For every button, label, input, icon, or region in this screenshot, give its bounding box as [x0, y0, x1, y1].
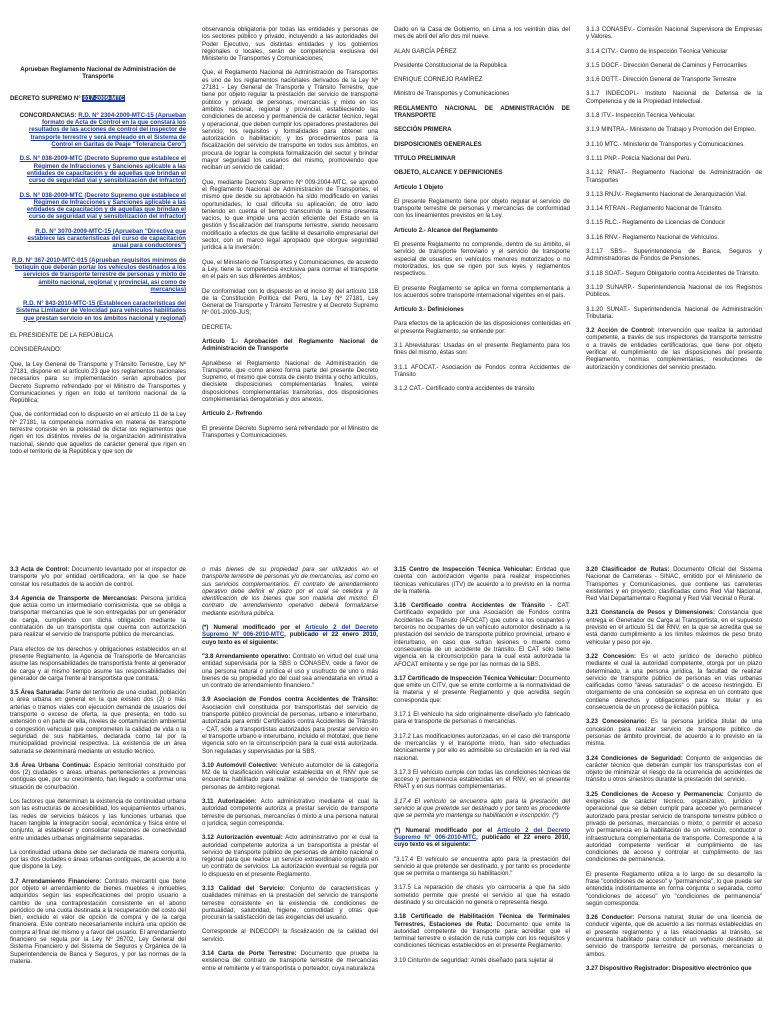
- definition: [202, 885, 378, 921]
- definition-term: 3.5 Área Saturada:: [10, 689, 65, 697]
- definition-text: Contrato en virtud del cual una entidad supervisada por la SBS o CONASEV, cede a favor de una persona natural o jurídica el uso y usufructo de uno o más bienes de su propiedad y/o del cual sea arrendataria en virtud a un contrato de arrendamiento financiero.": [202, 652, 378, 690]
- concordancia-1: [10, 112, 186, 148]
- definition-3-1-1: 3.1.1 AFOCAT.- Asociación de Fondos contra Accidentes de Tránsito: [394, 363, 570, 378]
- section-heading: SECCIÓN PRIMERA: [394, 126, 452, 134]
- definition-text: Conjunto de características y cualidades mínimas en la prestación del servicio de transporte terrestre consistente en la existencia de condiciones de puntualidad, salubridad, higiene, comodidad y otras que procuran la satisfacción de las exigencias del usuario.: [202, 884, 378, 922]
- column-5: [0, 566, 192, 1024]
- abbreviation-item: 3.1.20 SUNAT.- Superintendencia Nacional de Administración Tributaria.: [586, 305, 762, 320]
- concordancia-3: [10, 192, 186, 221]
- article-1-heading: Artículo 1 Objeto: [394, 183, 444, 191]
- article-3-heading: Artículo 3.- Definiciones: [394, 306, 464, 314]
- concordancia-link-6[interactable]: R.D. N° 843-2010-MTC-15 (Establecen características del Sistema Limitador de Velocidad para vehículos habilitados que prestan servicio en los ámbitos nacional y regional): [16, 300, 186, 322]
- definition-3-2: [586, 327, 762, 371]
- abbreviation-item: 3.1.15 RLC.- Reglamento de Licencias de Conducir: [586, 219, 726, 227]
- note-text: , publicado el 22 enero 2010, cuyo texto es el siguiente:: [202, 631, 379, 646]
- definition-text: Persona jurídica que actúa como un intermediario comisionista, que se obliga a transportar mercancías que le son entregadas por un generador de carga, cumpliendo con dicha obligación mediante la contratación de un transportista que cuenta con autorización para realizar el servicio de transporte público de mercancías.: [10, 594, 186, 639]
- definition: [202, 762, 378, 791]
- concordancia-link-5[interactable]: R.D. N° 367-2010-MTC-015 (Aprueban requisitos mínimos de botiquín que deberán portar los vehículos destinados a los servicios de transporte terrestre de personas y mixto de ámbito nacional, regional y provincial, así como de mercancías): [11, 256, 186, 293]
- abbreviation-item: 3.1.16 RNV.- Reglamento Nacional de Vehículos.: [586, 233, 719, 241]
- signatory-name-2: ENRIQUE CORNEJO RAMÍREZ: [394, 76, 483, 84]
- paragraph: 3.27 Dispositivo Registrador: Dispositivo electrónico que: [586, 964, 752, 972]
- definition: [10, 762, 186, 791]
- column-8: [576, 566, 768, 1024]
- article-2-title: Artículo 2.- Refrendo: [202, 410, 263, 418]
- signatory-name-1: ALAN GARCÍA PÉREZ: [394, 47, 457, 55]
- paragraph: 3.17.4 El vehículo se encuentra apto para la prestación del servicio al que pretende ser destinado y por tanto es procedente que se permita y/o mantenga su habilitación e inscripción. (*): [394, 797, 570, 820]
- definition-term: 3.11 Autorización:: [202, 798, 257, 806]
- signatory-role-2: Ministro de Transportes y Comunicaciones: [394, 90, 510, 98]
- definition-text: Asociación civil constituida por transportistas del servicio de transporte público provincial de personas, urbano e interurbano, autorizada para emitir Certificados contra Accidentes de Tránsito - CAT, sólo a transportistas autorizados para prestar servicio en el transporte urbano e interurbano, incluido el mototaxi, que tiene vigencia sólo en la circunscripción para la cual está autorizada. Son reguladas y supervisadas por la SBS.: [202, 703, 378, 755]
- definition-text: Conjunto de exigencias de carácter técnico, organizativo, jurídico y operacional que se deben cumplir para acceder y/o permanecer autorizado para prestar servicio de transporte terrestre público o privado de personas, mercancías o mixto; o permitir el acceso y/o permanencia en la habilitación de un vehículo, conductor o infraestructura complementaria de transporte. Corresponde a la autoridad competente verificar el cumplimiento de las condiciones de acceso y controlar el cumplimiento de las condiciones de permanencia.: [586, 790, 762, 864]
- definition-text: Documento levantado por el inspector de transporte y/o por entidad certificadora, en la que se hace constar los resultados de la acción de control.: [10, 566, 186, 588]
- note-text: , publicado el 22 enero 2010, cuyo texto es el siguiente:: [394, 833, 571, 849]
- definition-term: 3.10 Automóvil Colectivo:: [202, 761, 278, 769]
- definition: [586, 791, 762, 864]
- definition: [394, 675, 570, 704]
- regulation-heading: REGLAMENTO NACIONAL DE ADMINISTRACIÓN DE TRANSPORTE: [394, 104, 570, 120]
- definition-text: Constancia que entrega el Generador de Carga al Transportista, en el supuesto previsto en el artículo 51 del RNV, en la que se acredita que se está dando cumplimiento a los límites máximos de peso bruto vehicular y peso por eje.: [586, 609, 762, 646]
- definition-text: Espacio territorial constituido por dos (2) ciudades o áreas urbanas pertenecientes a provincias contiguas que, por su crecimiento, han llegado a conformar una situación de conurbación.: [10, 761, 186, 791]
- column-2: [192, 26, 384, 556]
- definition-term: 3.6 Área Urbana Continua:: [10, 761, 91, 769]
- paragraph: Para efectos de los derechos y obligaciones establecidos en el presente Reglamento, la Agencia de Transporte de Mercancías asume las responsabilidades de transportista frente al generador de carga y al mismo tiempo asume las responsabilidades del generador de carga frente al transportista que contrata.: [10, 645, 186, 682]
- concordancia-2: [10, 155, 186, 184]
- definition-term: 3.20 Clasificador de Rutas:: [586, 566, 670, 573]
- modification-note: [394, 827, 570, 849]
- definition-term: 3.26 Conductor:: [586, 914, 635, 922]
- concordancia-link-3[interactable]: D.S. N° 038-2009-MTC (Decreto Supremo que establece el Régimen de Infracciones y Sanciones aplicable a las entidades de capacitación y de aquellas que brindan el curso de seguridad vial y sensibilización del infractor): [19, 191, 186, 221]
- modification-note: [202, 624, 378, 646]
- definition-term: 3.24 Condiciones de Seguridad:: [586, 754, 683, 762]
- article-1-title: Artículo 1.- Aprobación del Reglamento Nacional de Administración de Transporte: [202, 337, 378, 353]
- definition: [10, 689, 186, 755]
- definition-term: 3.3 Acta de Control:: [10, 566, 70, 573]
- abbreviation-item: 3.1.3 CONASEV.- Comisión Nacional Supervisora de Empresas y Valores.: [586, 26, 762, 41]
- paragraph: Los factores que determinan la existencia de continuidad urbana son las estructuras de accesibilidad, los equipamientos urbanos, las redes de servicios básicos y las funciones urbanas que hacen tangible la integración social, económica y física entre el conjunto, al establecer y consolidar relaciones de conectividad entre unidades urbanas originalmente separadas.: [10, 798, 186, 842]
- top-section: [0, 26, 768, 556]
- definition: [10, 878, 186, 966]
- definition-text: Conjunto de exigencias de carácter técnico que deberán cumplir los transportistas con el objeto de minimizar el riesgo de la ocurrencia de accidentes de tránsito u otros siniestros durante la prestación del servicio.: [586, 754, 762, 784]
- decree-link[interactable]: Artículo 2 del Decreto Supremo N° 006-2010-MTC: [394, 826, 570, 841]
- definition-text: Entidad que cuenta con autorización vigente para realizar inspecciones técnicas vehiculares (ITV) de acuerdo a lo previsto en la norma de la materia.: [394, 566, 570, 595]
- paragraph: El presente Reglamento no comprende, dentro de su ámbito, el servicio de transporte ferroviario y el servicio de transporte especial de usuarios en vehículos menores motorizados o no motorizados, los que se rigen por sus leyes y reglamentos respectivos.: [394, 241, 570, 278]
- column-1: [0, 26, 192, 556]
- definition: [586, 566, 762, 602]
- paragraph: o más bienes de su propiedad para ser utilizados en el transporte terrestre de personas y/o de mercancías, así como en sus servicios complementarios. El contrato de arrendamiento operativo debe definir el plazo por el cual se celebra y la identificación de los bienes que son materia del mismo. El contrato de arrendamiento operativo deberá formalizarse mediante escritura pública.: [202, 566, 378, 617]
- decree-heading: [10, 95, 186, 102]
- definition: [586, 718, 762, 747]
- object-scope-heading: OBJETO, ALCANCE Y DEFINICIONES: [394, 169, 503, 177]
- paragraph: El presente Reglamento se aplica en forma complementaria a los acuerdos sobre transporte internacional vigentes en el país.: [394, 284, 570, 299]
- concordancia-4: [10, 228, 186, 250]
- concordancia-6: [10, 300, 186, 322]
- definition: [586, 653, 762, 711]
- definition-term: 3.13 Calidad del Servicio:: [202, 884, 286, 892]
- paragraph: Que, de conformidad con lo dispuesto en el artículo 11 de la Ley Nº 27181, la competencia normativa en materia de transporte terrestre consiste en la potestad de dictar los reglamentos que rigen en los distintos niveles de la organización administrativa nacional, siendo que aquellos de carácter general que rigen en todo el territorio de la República y que son de: [10, 411, 186, 455]
- definition: [202, 950, 378, 972]
- abbreviation-item: 3.1.18 SOAT.- Seguro Obligatorio contra Accidentes de Tránsito.: [586, 269, 760, 277]
- decree-number: 017-2009-MTC: [83, 94, 125, 102]
- definition-term: 3.12 Autorización eventual:: [202, 834, 283, 842]
- paragraph: observancia obligatoria por todas las entidades y personas de los sectores público y privado, incluyendo a las autoridades del Poder Ejecutivo, sus distintas entidades y los gobiernos regionales o locales, serán de competencia exclusiva del Ministerio de Transportes y Comunicaciones;: [202, 26, 378, 63]
- definition-term: 3.4 Agencia de Transporte de Mercancías:: [10, 594, 138, 602]
- definition-text: Persona natural, titular de una licencia de conducir vigente, que de acuerdo a las normas establecidas en el presente reglamento y a las relacionadas al tránsito, se encuentra habilitado para conducir un vehículo destinado al servicio de transporte terrestre de personas, mercancías o ambos.: [586, 914, 762, 958]
- definition-text: Documento que emite la autoridad competente de transporte para acreditar que el terminal terrestre o estación de ruta cumple con los requisitos y condiciones técnicas establecidos en el presente Reglamento.: [394, 920, 570, 950]
- definition-text: Es el acto jurídico de derecho público mediante el cual la autoridad competente, otorga por un plazo determinado, a una persona jurídica, la facultad de realizar servicio de transporte público de personas en vías urbanas calificadas como "áreas saturadas" o de acceso restringido. El otorgamiento de una concesión se expresa en un contrato que contiene derechos y obligaciones para su titular y es consecuencia de un proceso de licitación pública.: [586, 652, 762, 712]
- definition-3-1: 3.1 Abreviaturas: Usadas en el presente Reglamento para los fines del mismo, éstas son:: [394, 342, 570, 357]
- decree-prefix: DECRETO SUPREMO N°: [10, 94, 81, 102]
- paragraph: El presente Reglamento utiliza a lo largo de su desarrollo la frase "condiciones de acceso" y "permanencia", lo que puede ser entendida indistintamente en forma conjunta o separada, como "condiciones de acceso" y/o "condiciones de permanencia" según corresponda.: [586, 870, 762, 907]
- definition: [394, 566, 570, 595]
- abbreviation-item: 3.1.6 DGTT.- Dirección General de Transporte Terrestre: [586, 76, 737, 84]
- definition-text: Documento que prueba la existencia del contrato de transporte terrestre de mercancías entre el remitente y el transportista o porteador, cuya naturaleza: [202, 950, 378, 972]
- definition-text: Parte del territorio de una ciudad, población o área urbana en general en la que existen dos (2) o más arterias o tramos viales con ejecución demanda de usuarios del transporte o exceso de oferta, la que presenta, en todo su extensión o en parte de ella, niveles de contaminación ambiental o congestión vehicular que comprometen la calidad de vida o la seguridad de sus habitantes, declarada como tal por la municipalidad provincial respectiva. La existencia de un área saturada se determinará mediante un estudio técnico.: [10, 689, 186, 755]
- paragraph: Que, mediante Decreto Supremo Nº 009-2004-MTC, se aprobó el Reglamento Nacional de Administración de Transportes, el mismo que desde su aprobación ha sido modificado en varias oportunidades, lo cual dificulta su aplicación; de otro lado teniendo en cuenta el tiempo transcurrido la norma presenta vacíos, lo que impide una acción eficiente del Estado en la gestión y fiscalización del transporte terrestre, siendo necesario modificarlo a efectos de que facilite el desarrollo empresarial del sector, con un marco legal apropiado que otorgue seguridad jurídica a la inversión;: [202, 178, 378, 252]
- definition-term: 3.21 Constancia de Pesos y Dimensiones:: [586, 609, 715, 617]
- definition: [586, 755, 762, 784]
- abbreviation-item: 3.1.19 SUNARP.- Superintendencia Nacional de los Registros Públicos.: [586, 283, 762, 299]
- definition-term: 3.23 Concesionario:: [586, 718, 647, 726]
- article-2-body: El presente Decreto Supremo será refrendado por el Ministro de Transportes y Comunicaciones.: [202, 424, 378, 439]
- abbreviation-item: 3.1.7 INDECOPI.- Instituto Nacional de Defensa de la Competencia y de la Propiedad Intelectual.: [586, 90, 762, 105]
- paragraph: 3.17.1 El vehículo ha sido originalmente diseñado y/o fabricado para el transporte de personas ó mercancías.: [394, 711, 570, 726]
- abbreviation-item: 3.1.11 PNP.- Policía Nacional del Perú.: [586, 154, 692, 162]
- president-heading: EL PRESIDENTE DE LA REPÚBLICA: [10, 332, 114, 340]
- definition-text: Acto administrativo por el cual la autoridad competente autoriza a un transportista a prestar el servicio de transporte público de personas de ámbito nacional o regional para que realice un servicio extraordinario originado en un contrato de servicios. La autorización eventual se regula por lo dispuesto en el presente Reglamento.: [202, 834, 378, 878]
- article-1-body: Apruébese el Reglamento Nacional de Administración de Transporte, que como anexo forma parte del presente Decreto Supremo, el mismo que consta de ciento treinta y ocho artículos, diecisiete disposiciones complementarias finales, veinte disposiciones complementarias transitorias, dos disposiciones complementarias derogatorias y dos anexos.: [202, 359, 378, 404]
- abbreviation-item: 3.1.10 MTC.- Ministerio de Transportes y Comunicaciones.: [586, 140, 745, 148]
- definition-term: 3.7 Arrendamiento Financiero:: [10, 877, 102, 885]
- definition: [586, 609, 762, 645]
- decreta-heading: DECRETA:: [202, 323, 233, 331]
- definition-term: 3.2 Acción de Control:: [586, 327, 655, 335]
- paragraph: De conformidad con lo dispuesto en el inciso 8) del artículo 118 de la Constitución Política del Perú, la Ley Nº 27181, Ley General de Transporte y Tránsito Terrestre y el Decreto Supremo Nº 001-2009-JUS;: [202, 287, 378, 317]
- signing-date: Dado en la Casa de Gobierno, en Lima a los veintiún días del mes de abril del año dos mil nueve.: [394, 26, 570, 41]
- definition: [10, 595, 186, 639]
- definition-term: 3.25 Condiciones de Acceso y Permanencia:: [586, 790, 724, 798]
- paragraph: 3.17.2 Las modificaciones autorizadas, en el caso del transporte de mercancías y el transporte mixto, han sido efectuadas técnicamente y por ello es admisible su circulación en la red vial nacional.: [394, 732, 570, 762]
- signatory-role-1: Presidente Constitucional de la República: [394, 61, 507, 69]
- paragraph: Que, el Ministerio de Transportes y Comunicaciones, de acuerdo a Ley, tiene la competencia exclusiva para normar el transporte en el país en sus diferentes ámbitos;: [202, 258, 378, 281]
- document-title: Aprueban Reglamento Nacional de Administración de Transporte: [20, 66, 176, 81]
- definition: [394, 602, 570, 668]
- paragraph: La continuidad urbana debe ser declarada de manera conjunta, por las dos ciudades o áreas urbanas contiguas, de acuerdo a lo que dispone la Ley.: [10, 848, 186, 871]
- paragraph: Que, el Reglamento Nacional de Administración de Transportes es uno de los reglamentos nacionales derivados de la Ley Nº 27181 - Ley General de Transporte y Tránsito Terrestre, que tiene por objeto regular la prestación del servicio de transporte público y privado de personas, mercancías y mixto en los ámbitos nacional, regional y provincial, estableciendo las condiciones de acceso y permanencia de carácter técnico, legal y operacional, que deben cumplir los operadores prestadores del servicio; los requisitos y formalidades para obtener una autorización o habilitación; y los procedimientos para la fiscalización del servicio de transporte en todos sus ámbitos, en procura de lograr la completa formalización del sector y brindar mayor seguridad los usuarios del mismo, promoviendo que reciban un servicio de calidad;: [202, 69, 378, 172]
- definition-3-1-2: 3.1.2 CAT.- Certificado contra accidentes de tránsito: [394, 385, 535, 393]
- definition-text: - CAT: Certificado expedido por una Asociación de Fondos contra Accidentes de Tránsito (AFOCAT) que cubre a los ocupantes y terceros no ocupantes de un vehículo automotor destinado a la prestación del servicio de transporte público provincial, urbano e interurbano, en caso que sufran lesiones o muerte como consecuencia de un accidente de tránsito. El CAT sólo tiene vigencia en la circunscripción para la cual está autorizada la AFOCAT emitente y se rige por las normas de la SBS.: [394, 602, 570, 668]
- abbreviation-item: 3.1.9 MINTRA.- Ministerio de Trabajo y Promoción del Empleo.: [586, 126, 757, 134]
- definition-text: Vehículo automotor de la categoría M2 de la clasificación vehicular establecida en el RNV que se encuentra habilitado para realizar el servicio de transporte de personas de ámbito regional.: [202, 761, 378, 791]
- definition-text: Acto administrativo mediante el cual la autoridad competente autoriza a prestar servicio de transporte terrestre de personas, mercancías ó mixto a una persona natural o jurídica, según corresponda.: [202, 798, 379, 827]
- abbreviation-item: 3.1.17 SBS.- Superintendencia de Banca, Seguros y Administradoras de Fondos de Pensiones.: [586, 248, 762, 263]
- general-provisions-heading: DISPOSICIONES GENERALES: [394, 140, 482, 148]
- definition-term: 3.9 Asociación de Fondos contra Accidentes de Tránsito:: [202, 696, 378, 704]
- concordancia-link-4[interactable]: R.D. N° 3070-2009-MTC-15 (Aprueban "Directiva que establece las características del curso de capacitación anual para conductores"): [27, 227, 186, 250]
- definition: [394, 913, 570, 949]
- abbreviation-item: 3.1.13 RNJV.- Reglamento Nacional de Jerarquización Vial.: [586, 190, 747, 198]
- definition: [202, 798, 378, 827]
- decree-link[interactable]: Artículo 2 del Decreto Supremo N° 006-2010-MTC: [202, 624, 378, 639]
- abbreviation-item: 3.1.12 RNAT.- Reglamento Nacional de Administración de Transportes: [586, 169, 762, 184]
- definition-text: Documento Oficial del Sistema Nacional de Carreteras - SINAC, emitido por el Ministerio de Transportes y Comunicaciones, que contiene las carreteras existentes y en proyecto, clasificadas como Red Vial Nacional, Red Vial Departamental o Regional y Red Vial Vecinal o Rural.: [586, 566, 762, 603]
- definition-text: Documento que emite un CITV, que se emite conforme a la normatividad de la materia y el presente Reglamento y que acredita según corresponda que:: [394, 674, 570, 704]
- concordancia-link-2[interactable]: D.S. N° 038-2009-MTC (Decreto Supremo que establece el Régimen de Infracciones y Sanciones aplicable a las entidades de capacitación y de aquellas que brindan el curso de seguridad vial y sensibilización del infractor): [19, 155, 186, 185]
- abbreviation-item: 3.1.4 CITV.- Centro de Inspección Técnica Vehicular: [586, 47, 728, 55]
- definition-term: 3.14 Carta de Porte Terrestre:: [202, 950, 297, 958]
- definition-term: 3.18 Certificado de Habilitación Técnica de Terminales Terrestres, Estaciones de Ruta:: [394, 913, 570, 928]
- preliminary-title-heading: TITULO PRELIMINAR: [394, 154, 456, 162]
- paragraph: 3.17.3 El vehículo cumple con todas las condiciones técnicas de acceso y permanencia establecidas en el RNV, en el presente RNAT y en sus normas complementarias.: [394, 768, 570, 791]
- definition: [586, 914, 762, 958]
- column-7: [384, 566, 576, 1024]
- paragraph: 3.17.5 La reparación de chasis y/o carrocería a que ha sido sometido permite que preste el servicio al que ha estado destinado y su circulación no genera o representa riesgo.: [394, 884, 570, 906]
- paragraph: El presente Reglamento tiene por objeto regular el servicio de transporte terrestre de personas y mercancías de conformidad con los lineamientos previstos en la Ley.: [394, 197, 570, 220]
- concordancia-link-1[interactable]: R.D. N° 2304-2009-MTC-15 (Aprueban formato de Acta de Control en la que constará los resultados de las acciones de control del inspector de transporte terrestre y será empleado en el Sistema de Control en Garitas de Peaje "Tolerancia Cero"): [28, 111, 186, 149]
- definition-term: 3.22 Concesión:: [586, 652, 637, 660]
- column-3: [384, 26, 576, 556]
- paragraph: 3.19 Cinturón de seguridad: Arnés diseñado para sujetar al: [394, 956, 554, 964]
- paragraph: Que, la Ley General de Transporte y Tránsito Terrestre, Ley Nº 27181, dispone en el artículo 23 que los reglamentos nacionales necesarios para su implementación serán aprobados por Decreto Supremo refrendado por el Ministro de Transportes y Comunicaciones y rigen en todo el territorio nacional de la República;: [10, 360, 186, 405]
- column-6: [192, 566, 384, 1024]
- definition-text: Contrato mercantil que tiene por objeto el arrendamiento de bienes muebles e inmuebles adquiridos según las especificaciones del propio usuario a cambio de una contraprestación consistente en el abono periódico de una cuota destinada a la recuperación del costo del bien, excluido el valor de opción de compra y de la carga financiera. Este contrato necesariamente incluirá una opción de compra al final del mismo y a favor del usuario. El arrendamiento financiero se regula por la Ley Nº 26702, Ley General del Sistema Financiero y del Sistema de Seguros y Orgánica de la Superintendencia de Banca y Seguros, y por las normas de la materia.: [10, 877, 186, 965]
- paragraph: "3.17.4 El vehículo se encuentra apto para la prestación del servicio al que pretende ser destinado, y por tanto es procedente que se permita o mantenga su habilitación.": [394, 855, 570, 878]
- definition-term: "3.8 Arrendamiento operativo:: [202, 652, 291, 660]
- column-4: [576, 26, 768, 556]
- definition: [202, 696, 378, 754]
- abbreviation-item: 3.1.5 DGCF.- Dirección General de Caminos y Ferrocarriles: [586, 61, 747, 69]
- definition: [202, 653, 378, 689]
- definition: [202, 834, 378, 878]
- considerando-heading: CONSIDERANDO:: [10, 346, 62, 354]
- paragraph: Corresponde al INDECOPI la fiscalización de la calidad del servicio.: [202, 928, 378, 943]
- definition-term: 3.17 Certificado de Inspección Técnica Vehicular:: [394, 674, 538, 682]
- abbreviation-item: 3.1.14 RTRAN.- Reglamento Nacional de Tránsito.: [586, 205, 723, 213]
- article-2-heading: Artículo 2.- Alcance del Reglamento: [394, 226, 498, 234]
- definition-term: 3.15 Centro de Inspección Técnica Vehicular:: [394, 566, 533, 573]
- concordancia-5: [10, 257, 186, 293]
- definition: [10, 566, 186, 588]
- concordancias-label: CONCORDANCIAS:: [19, 111, 77, 119]
- note-text: (*) Numeral modificado por el: [202, 624, 301, 632]
- abbreviation-item: 3.1.8 ITV.- Inspección Técnica Vehicular.: [586, 112, 696, 120]
- definition-text: Intervención que realiza la autoridad competente, a través de sus inspectores de transporte terrestre o a través de entidades certificadoras, que tiene por objeto verificar el cumplimiento de las disposiciones del presente Reglamento, normas complementarias, resoluciones de autorización y condiciones del servicio prestado.: [586, 327, 762, 371]
- note-text: (*) Numeral modificado por el: [394, 826, 493, 834]
- definition-term: 3.16 Certificado contra Accidentes de Tránsito: [394, 602, 545, 610]
- paragraph: Para efectos de la aplicación de las disposiciones contenidas en el presente Reglamento, se entiende por:: [394, 320, 570, 335]
- definition-text: Es la persona jurídica titular de una concesión para realizar servicio de transporte público de personas de ámbito provincial, de acuerdo a lo previsto en la misma.: [586, 718, 762, 748]
- bottom-section: [0, 566, 768, 1024]
